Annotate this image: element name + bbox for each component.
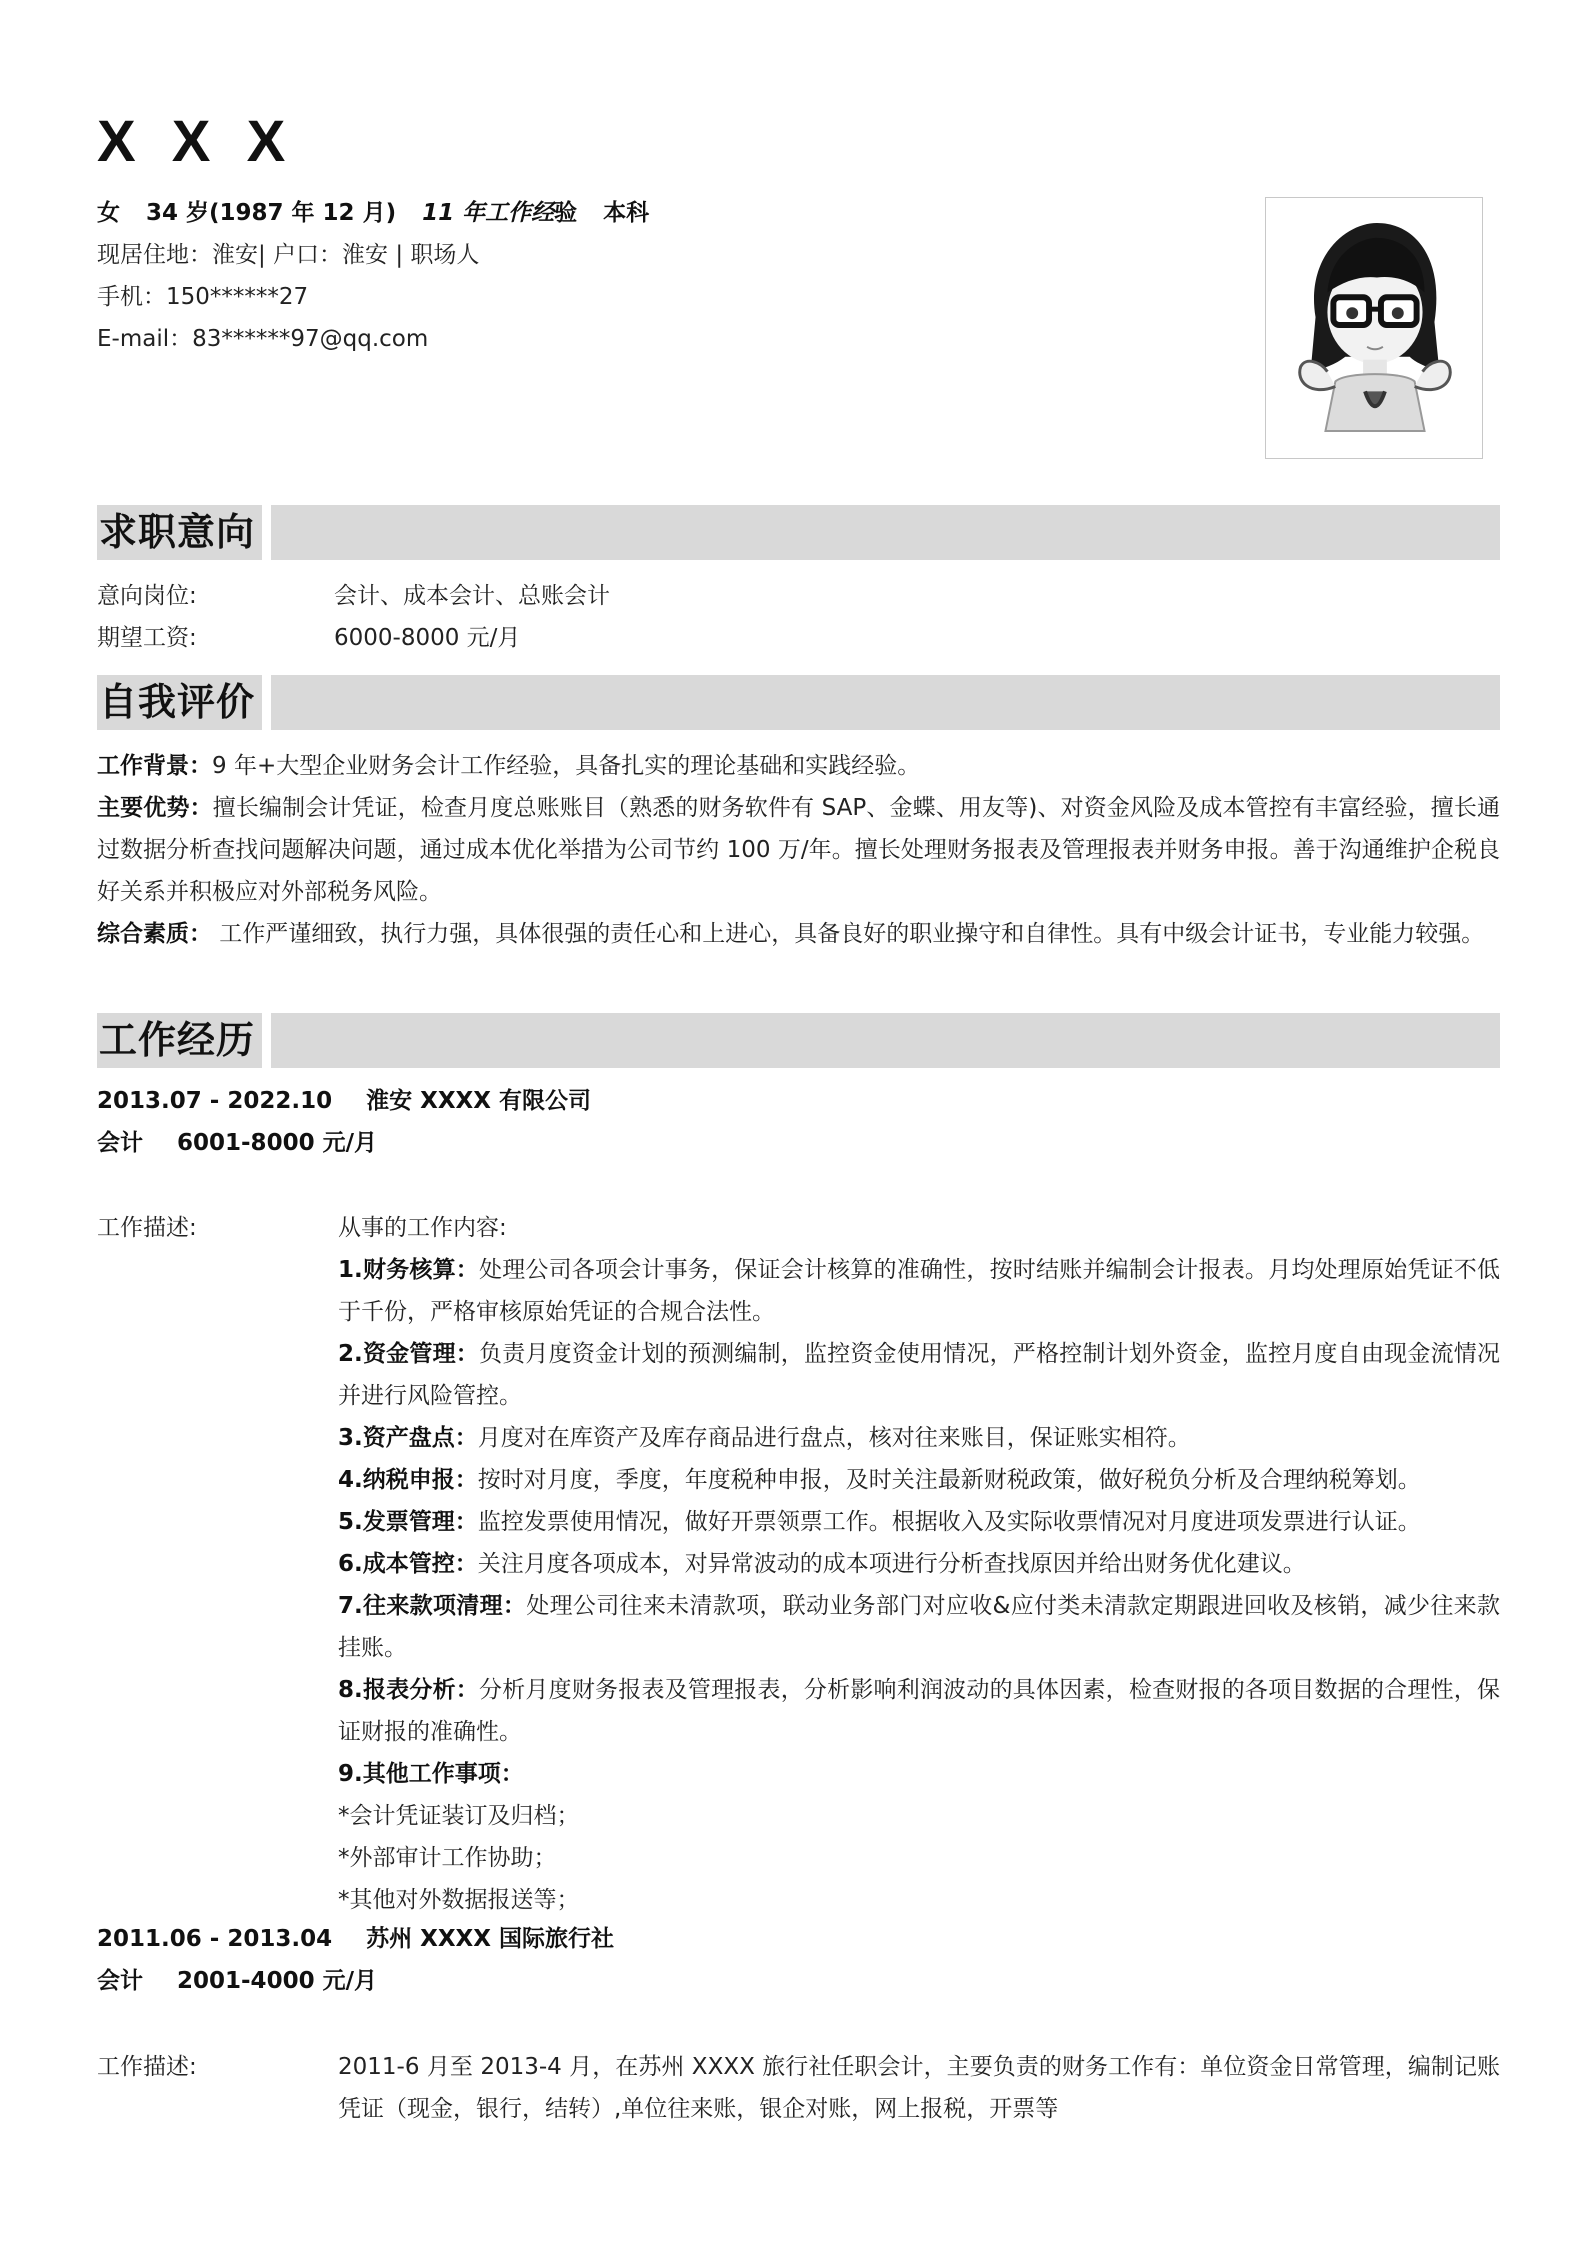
job-intent-details [97, 575, 1500, 659]
self-strengths [97, 787, 1500, 913]
self-background [97, 745, 1500, 787]
job-2-salary: 2001-4000 元/月 [177, 1968, 377, 1994]
job-1-intro: 从事的工作内容: [338, 1215, 507, 1241]
section-bar [271, 675, 1500, 730]
intent-salary-value: 6000-8000 元/月 [334, 625, 521, 651]
self-background-label: 工作背景： [97, 753, 212, 779]
job-2-desc-text: 2011-6 月至 2013-4 月，在苏州 XXXX 旅行社任职会计，主要负责的财务工作有：单位资金日常管理，编制记账凭证（现金，银行，结转）,单位往来账，银企对账，网上报税，开票等 [338, 2054, 1500, 2122]
duty-label: 8.报表分析： [338, 1677, 479, 1703]
job-1-desc-label: 工作描述: [97, 1215, 197, 1241]
self-qualities-text: 工作严谨细致，执行力强，具体很强的责任心和上进心，具备良好的职业操守和自律性。具有中级会计证书，专业能力较强。 [212, 921, 1485, 947]
job-2-role-salary [97, 1960, 1500, 2002]
intent-position-label: 意向岗位: [97, 583, 197, 609]
basic-info [97, 192, 1227, 360]
residence-line: 现居住地：淮安| 户口：淮安 | 职场人 [97, 242, 480, 268]
section-bar [271, 1013, 1500, 1068]
job-2-header [97, 1918, 1500, 2002]
section-title-work-experience: 工作经历 [97, 1013, 262, 1068]
duty-label: 7.往来款项清理： [338, 1593, 527, 1619]
section-bar [271, 505, 1500, 560]
duty-text: 监控发票使用情况，做好开票领票工作。根据收入及实际收票情况对月度进项发票进行认证。 [477, 1509, 1421, 1535]
experience-years-tail: 验 [554, 200, 578, 226]
duty-text: 按时对月度，季度，年度税种申报，及时关注最新财税政策，做好税负分析及合理纳税筹划。 [477, 1467, 1421, 1493]
duty-text: 月度对在库资产及库存商品进行盘点，核对往来账目，保证账实相符。 [477, 1425, 1191, 1451]
duty-item [338, 1669, 1500, 1753]
duty-item [338, 1417, 1500, 1459]
duty-item [338, 1753, 1500, 1795]
section-job-intent [97, 505, 1500, 560]
section-self-evaluation [97, 675, 1500, 730]
basic-summary-line [97, 192, 1227, 234]
job-2-role: 会计 [97, 1968, 143, 1994]
phone-line: 手机：150******27 [97, 284, 309, 310]
duty-label: 4.纳税申报： [338, 1467, 478, 1493]
intent-salary-label: 期望工资: [97, 625, 197, 651]
job-1-header [97, 1080, 1500, 1164]
job-2-desc-label: 工作描述: [97, 2054, 197, 2080]
section-title-self-evaluation: 自我评价 [97, 675, 262, 730]
duty-text: 关注月度各项成本，对异常波动的成本项进行分析查找原因并给出财务优化建议。 [477, 1551, 1306, 1577]
duty-label: 3.资产盘点： [338, 1425, 478, 1451]
duty-label: 5.发票管理： [338, 1509, 478, 1535]
section-work-experience [97, 1013, 1500, 1068]
candidate-name: X X X [97, 109, 296, 174]
job-1-role-salary [97, 1122, 1500, 1164]
duty-item [338, 1333, 1500, 1417]
gender: 女 [97, 200, 120, 226]
self-evaluation-text [97, 745, 1500, 955]
sub-item: *外部审计工作协助； [338, 1845, 557, 1871]
sub-item: *会计凭证装订及归档； [338, 1803, 580, 1829]
job-2-period-company [97, 1918, 1500, 1960]
experience-years: 11 年工作经 [422, 200, 555, 226]
duty-text: 处理公司各项会计事务，保证会计核算的准确性，按时结账并编制会计报表。月均处理原始凭证不低于千份，严格审核原始凭证的合规合法性。 [338, 1257, 1500, 1325]
duty-item [338, 1585, 1500, 1669]
job-1-period: 2013.07 - 2022.10 [97, 1088, 333, 1114]
duty-text: 处理公司往来未清款项，联动业务部门对应收&应付类未清款定期跟进回收及核销，减少往来款挂账。 [338, 1593, 1500, 1661]
duty-label: 1.财务核算： [338, 1257, 479, 1283]
job-1-role: 会计 [97, 1130, 143, 1156]
email-line: E-mail：83******97@qq.com [97, 326, 429, 352]
job-1-company: 淮安 XXXX 有限公司 [366, 1088, 592, 1114]
education: 本科 [603, 200, 650, 226]
self-strengths-text: 擅长编制会计凭证，检查月度总账账目（熟悉的财务软件有 SAP、金蝶、用友等)、对资金风险及成本管控有丰富经验，擅长通过数据分析查找问题解决问题，通过成本优化举措为公司节约 100 万/年。擅长处理财务报表及管理报表并财务申报。善于沟通维护企税良好关系并积极应对外部税务风险。 [97, 795, 1501, 905]
duty-label: 2.资金管理： [338, 1341, 479, 1367]
duty-label: 6.成本管控： [338, 1551, 478, 1577]
job-1-salary: 6001-8000 元/月 [177, 1130, 377, 1156]
sub-item: *其他对外数据报送等； [338, 1887, 580, 1913]
self-background-text: 9 年+大型企业财务会计工作经验，具备扎实的理论基础和实践经验。 [212, 753, 921, 779]
duty-text: 分析月度财务报表及管理报表，分析影响利润波动的具体因素，检查财报的各项目数据的合理性，保证财报的准确性。 [338, 1677, 1500, 1745]
duty-item [338, 1249, 1500, 1333]
duty-item [338, 1501, 1500, 1543]
intent-salary-row [97, 617, 1500, 659]
self-qualities [97, 913, 1500, 955]
duty-item [338, 1459, 1500, 1501]
intent-position-row [97, 575, 1500, 617]
job-2-company: 苏州 XXXX 国际旅行社 [366, 1926, 615, 1952]
section-title-job-intent: 求职意向 [97, 505, 262, 560]
job-2-period: 2011.06 - 2013.04 [97, 1926, 333, 1952]
avatar-illustration [1266, 198, 1482, 458]
intent-position-value: 会计、成本会计、总账会计 [334, 583, 610, 609]
duty-label: 9.其他工作事项： [338, 1761, 524, 1787]
duty-item [338, 1543, 1500, 1585]
job-2-desc-body [338, 2046, 1500, 2130]
job-1-desc-body [338, 1207, 1500, 1921]
job-1-period-company [97, 1080, 1500, 1122]
profile-photo [1265, 197, 1483, 459]
duty-text: 负责月度资金计划的预测编制，监控资金使用情况，严格控制计划外资金，监控月度自由现金流情况并进行风险管控。 [338, 1341, 1500, 1409]
self-qualities-label: 综合素质： [97, 921, 212, 947]
age: 34 岁(1987 年 12 月) [146, 200, 397, 226]
self-strengths-label: 主要优势： [97, 795, 213, 821]
